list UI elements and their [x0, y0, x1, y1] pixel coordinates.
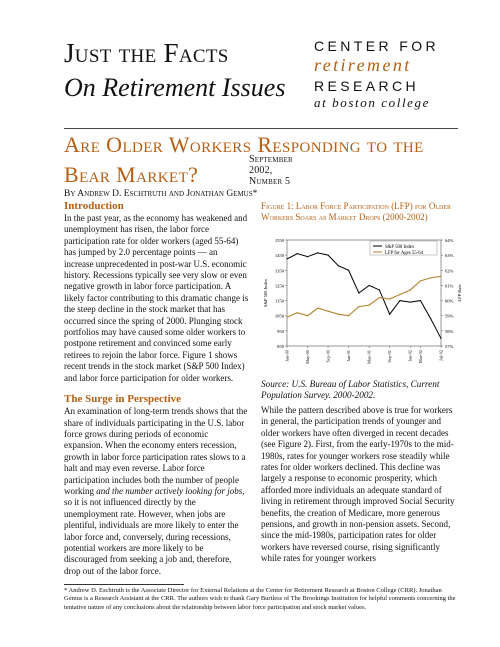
intro-body: In the past year, as the economy has weakened and unemployment has risen, the labor force participation rate for older workers (aged 55-64) has jumped by 2.0 percentage points — an increase unprecedented in post-war U.S. economic history. Recessions typically see very slow or even negative growth in labor force participation. A likely factor contributing to this dramatic change is the steep decline in the stock market that has occurred since the spring of 2000. Plunging stock portfolios may have caused some older workers to postpone retirement and convinced some early retirees to rejoin the labor force. Figure 1 shows recent trends in the stock market (S&P 500 Index) and labor force participation for older workers.	[64, 213, 249, 383]
figure-source: Source: U.S. Bureau of Labor Statistics, Current Population Survey. 2000-2002.	[261, 379, 440, 400]
sp500-point	[338, 265, 339, 266]
right-column-body: While the pattern described above is true for workers in general, the participation trends of younger and older workers have often diverged in recent decades (see Figure 2). First, from the early-1970s to the mid-1980s, rates for younger workers rose steadily while rates for older workers declined. This decline was largely a response to economic prosperity, which afforded more individuals an adequate standard of living in retirement through improved Social Security benefits, the creation of Medicare, more generous pensions, and growth in non-pension assets. Second, since the mid-1980s, participation rates for older workers have reversed course, rising significantly while rates for younger workers	[261, 405, 455, 564]
lfp-point	[389, 298, 390, 299]
y-tick-label: 950	[277, 328, 284, 334]
x-tick-label: Sep-01	[387, 350, 393, 363]
y-tick-label: 1350	[274, 268, 284, 274]
sp500-point	[297, 253, 298, 254]
lfp-point	[327, 311, 328, 312]
lfp-point	[399, 294, 400, 295]
left-column	[64, 200, 249, 577]
y2-tick-label: 63%	[445, 253, 454, 259]
surge-body	[64, 406, 249, 577]
lfp-point	[430, 277, 431, 278]
footnote-divider	[64, 584, 184, 585]
y2-tick-label: 58%	[445, 328, 454, 334]
x-tick-label: Mar-02	[417, 350, 423, 364]
right-column	[261, 405, 461, 565]
surge-body-emphasis: and the number actively looking for jobs	[96, 485, 243, 496]
lfp-point	[369, 305, 370, 306]
x-tick-label: Sep-00	[325, 350, 331, 363]
article-title	[64, 130, 464, 190]
sp500-point	[348, 270, 349, 271]
x-tick-label: Jan-02	[407, 350, 413, 362]
lfp-point	[379, 297, 380, 298]
y2-tick-label: 61%	[445, 283, 454, 289]
x-tick-label: May-01	[366, 350, 372, 364]
sp500-point	[286, 258, 287, 259]
sp500-point	[430, 318, 431, 319]
issue-info: September 2002, Number 5	[249, 154, 293, 187]
sp500-point	[317, 252, 318, 253]
legend-label: S&P 500 Index	[385, 244, 415, 250]
sp500-point	[399, 300, 400, 301]
masthead-title: Just the Facts	[64, 38, 229, 68]
logo-line-4: at boston college	[314, 95, 431, 110]
x-tick-label: May-00	[305, 350, 311, 364]
sp500-point	[307, 256, 308, 257]
byline: By Andrew D. Eschtruth and Jonathan Gemus*	[64, 189, 258, 199]
y2-tick-label: 64%	[445, 238, 454, 243]
sp500-point	[420, 300, 421, 301]
footnote: * Andrew D. Eschtruth is the Associate Director for External Relations at the Center for Retirement Research at Boston College (CRR). Jonathan Gemus is a Research Assistant at the CRR. The authors wish to thank Gary Burtless of The Brookings Institution for helpful comments concerning the tentative nature of any conclusions about the relationship between labor force participation and stock market values.	[64, 587, 456, 611]
intro-heading: Introduction	[64, 200, 124, 212]
y2-tick-label: 62%	[445, 268, 454, 274]
sp500-point	[358, 292, 359, 293]
y-tick-label: 1050	[274, 313, 284, 319]
title-line-2: Bear Market?	[64, 162, 199, 187]
x-tick-label: Jul-02	[438, 350, 444, 361]
y-tick-label: 1150	[274, 298, 284, 304]
sp500-line	[287, 250, 441, 339]
sp500-point	[440, 338, 441, 339]
lfp-point	[338, 314, 339, 315]
lfp-point	[317, 308, 318, 309]
lfp-point	[358, 306, 359, 307]
logo-line-2: retirement	[314, 55, 412, 75]
sp500-point	[379, 289, 380, 290]
sp500-point	[389, 314, 390, 315]
lfp-point	[286, 317, 287, 318]
surge-body-part-2: , so it is not influenced directly by the unemployment rate. However, when jobs are plentiful, individuals are more likely to enter the labor force and, conversely, during recessions, potential workers are more likely to be discouraged from seeking a job and, therefore, drop out of the labor force.	[64, 485, 245, 576]
surge-body-part-1: An examination of long-term trends shows that the share of individuals participating in the U.S. labor force grows during periods of economic expansion. When the economy enters recession, growth in labor force participation rates slows to a halt and may even reverse. Labor force participation includes both the number of people working	[64, 406, 248, 496]
title-line-1: Are Older Workers Responding to the	[64, 132, 424, 157]
lfp-point	[440, 276, 441, 277]
logo-line-3: RESEARCH	[314, 78, 419, 94]
figure-1-chart	[261, 234, 467, 374]
y2-axis-label: LFP Rate	[457, 284, 462, 302]
sp500-point	[410, 301, 411, 302]
x-tick-label: Jan-00	[284, 350, 290, 362]
y2-tick-label: 57%	[445, 344, 454, 349]
lfp-point	[297, 312, 298, 313]
figure-caption: Figure 1: Labor Force Participation (LFP) for Older Workers Soars as Market Drops (2000-2002)	[261, 201, 452, 222]
surge-heading: The Surge in Perspective	[64, 393, 182, 406]
sp500-point	[369, 285, 370, 286]
legend-label: LFP for Ages 55-64	[385, 250, 424, 256]
lfp-line	[287, 276, 441, 317]
y2-tick-label: 59%	[445, 313, 454, 319]
y-tick-label: 850	[277, 344, 284, 349]
sp500-point	[327, 255, 328, 256]
header-divider	[64, 128, 458, 129]
lfp-point	[410, 289, 411, 290]
y-axis-label: S&P 500 Index	[263, 278, 268, 308]
chart-svg	[261, 234, 467, 374]
y2-tick-label: 60%	[445, 298, 454, 304]
lfp-point	[420, 280, 421, 281]
crr-logo	[314, 38, 454, 111]
lfp-point	[307, 315, 308, 316]
x-tick-label: Jan-01	[346, 350, 352, 362]
lfp-point	[348, 315, 349, 316]
y-tick-label: 1550	[274, 238, 284, 243]
logo-line-1: CENTER FOR	[314, 38, 439, 54]
y-tick-label: 1450	[274, 253, 284, 259]
masthead-subtitle: On Retirement Issues	[64, 73, 286, 102]
y-tick-label: 1250	[274, 283, 284, 289]
